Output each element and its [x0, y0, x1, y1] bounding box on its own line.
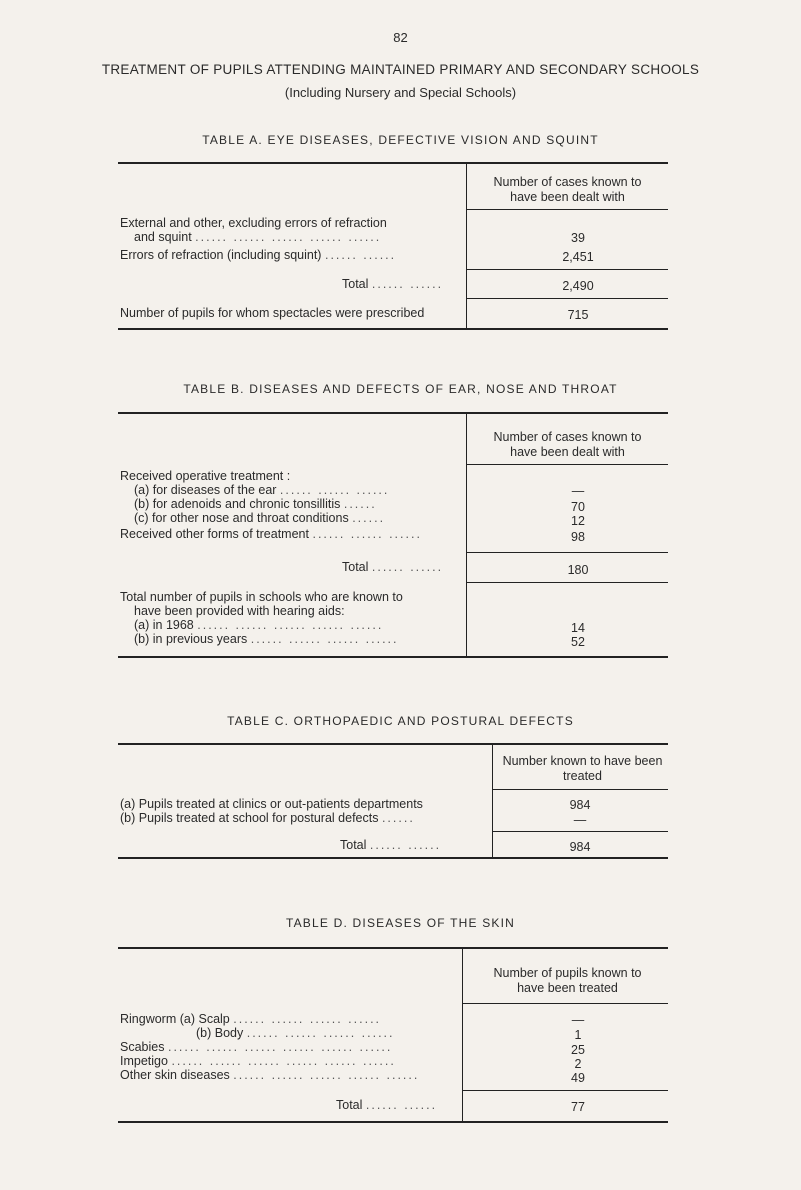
table-d-top-rule: [118, 947, 668, 949]
table-b-subtotal-rule: [466, 552, 668, 553]
table-b-row-value: —: [571, 484, 585, 498]
table-b-row-value: 14: [571, 621, 585, 635]
page-number: 82: [393, 30, 408, 45]
table-b-total-label: Total ...... ......: [342, 560, 444, 574]
table-d-total-label: Total ...... ......: [336, 1098, 438, 1112]
table-b-total-value: 180: [567, 563, 589, 577]
table-a-subtotal-rule: [466, 269, 668, 270]
table-b-header-rule: [466, 464, 668, 465]
table-d-row-label: (b) Body ...... ...... ...... ......: [196, 1026, 395, 1040]
table-d-row-label: Ringworm (a) Scalp ...... ...... ...... ......: [120, 1012, 382, 1026]
table-b-row-value: 12: [571, 514, 585, 528]
page-title: TREATMENT OF PUPILS ATTENDING MAINTAINED PRIMARY AND SECONDARY SCHOOLS: [101, 62, 700, 77]
table-b-top-rule: [118, 412, 668, 414]
table-a-bottom-rule: [118, 328, 668, 330]
table-a-header-rule: [466, 209, 668, 210]
table-c-row-label: (b) Pupils treated at school for postural defects ......: [120, 811, 415, 825]
table-d-row-value: 2: [574, 1057, 582, 1071]
table-b-total-rule: [466, 582, 668, 583]
table-a-column-header: Number of cases known to have been dealt with: [493, 175, 642, 204]
table-c-column-divider: [492, 744, 493, 858]
table-b-row-value: 98: [571, 530, 585, 544]
table-d-column-header: Number of pupils known to have been treated: [493, 966, 642, 995]
table-d-total-value: 77: [571, 1100, 585, 1114]
table-a-row-value: 39: [571, 231, 585, 245]
table-b-row-label: (b) in previous years ...... ...... ...... ......: [134, 632, 399, 646]
table-a-row-label: External and other, excluding errors of refraction: [120, 216, 387, 230]
table-a-column-divider: [466, 163, 467, 328]
table-b-row-label: Received other forms of treatment ...... ...... ......: [120, 527, 422, 541]
table-b-row-value: 70: [571, 500, 585, 514]
table-c-row-value: —: [573, 813, 587, 827]
table-b-group-label: Received operative treatment :: [120, 469, 291, 483]
table-b-bottom-rule: [118, 656, 668, 658]
table-a-row-label: Errors of refraction (including squint) ...... ......: [120, 248, 397, 262]
table-a-total-rule: [466, 298, 668, 299]
table-c-subtotal-rule: [492, 831, 668, 832]
table-d-row-value: 25: [571, 1043, 585, 1057]
table-c-bottom-rule: [118, 857, 668, 859]
table-b-group-label: Total number of pupils in schools who are known to: [120, 590, 403, 604]
table-b-column-header: Number of cases known to have been dealt with: [493, 430, 642, 459]
table-c-total-label: Total ...... ......: [340, 838, 442, 852]
table-b-column-divider: [466, 413, 467, 657]
table-a-row-label: and squint ...... ...... ...... ...... ......: [134, 230, 382, 244]
table-d-title: TABLE D. DISEASES OF THE SKIN: [285, 916, 516, 930]
table-a-total-label: Total ...... ......: [342, 277, 444, 291]
table-d-column-divider: [462, 948, 463, 1122]
table-d-row-label: Scabies ...... ...... ...... ...... ...... ......: [120, 1040, 393, 1054]
table-b-group-label: have been provided with hearing aids:: [134, 604, 345, 618]
table-d-row-value: 1: [574, 1028, 582, 1042]
table-b-row-label: (c) for other nose and throat conditions ......: [134, 511, 386, 525]
table-d-bottom-rule: [118, 1121, 668, 1123]
table-a-total-value: 2,490: [562, 279, 594, 293]
table-b-row-value: 52: [571, 635, 585, 649]
table-c-header-rule: [492, 789, 668, 790]
table-b-title: TABLE B. DISEASES AND DEFECTS OF EAR, NOSE AND THROAT: [183, 382, 618, 396]
table-b-row-label: (a) in 1968 ...... ...... ...... ...... ......: [134, 618, 384, 632]
table-b-row-label: (a) for diseases of the ear ...... ...... ......: [134, 483, 390, 497]
table-d-subtotal-rule: [462, 1090, 668, 1091]
table-d-row-value: —: [571, 1013, 585, 1027]
table-b-row-label: (b) for adenoids and chronic tonsillitis ......: [134, 497, 377, 511]
table-c-row-label: (a) Pupils treated at clinics or out-patients departments: [120, 797, 423, 811]
table-c-total-value: 984: [569, 840, 591, 854]
table-a-row-value: 715: [567, 308, 589, 322]
table-d-row-value: 49: [571, 1071, 585, 1085]
table-a-top-rule: [118, 162, 668, 164]
table-a-row-value: 2,451: [562, 250, 594, 264]
page-subtitle: (Including Nursery and Special Schools): [284, 85, 517, 100]
table-c-top-rule: [118, 743, 668, 745]
table-d-header-rule: [462, 1003, 668, 1004]
table-d-row-label: Impetigo ...... ...... ...... ...... ...... ......: [120, 1054, 396, 1068]
table-a-row-label: Number of pupils for whom spectacles were prescribed: [120, 306, 425, 320]
table-c-row-value: 984: [569, 798, 591, 812]
table-d-row-label: Other skin diseases ...... ...... ...... ...... ......: [120, 1068, 420, 1082]
table-a-title: TABLE A. EYE DISEASES, DEFECTIVE VISION AND SQUINT: [202, 133, 599, 147]
table-c-column-header: Number known to have been treated: [502, 754, 663, 783]
table-c-title: TABLE C. ORTHOPAEDIC AND POSTURAL DEFECTS: [227, 714, 574, 728]
